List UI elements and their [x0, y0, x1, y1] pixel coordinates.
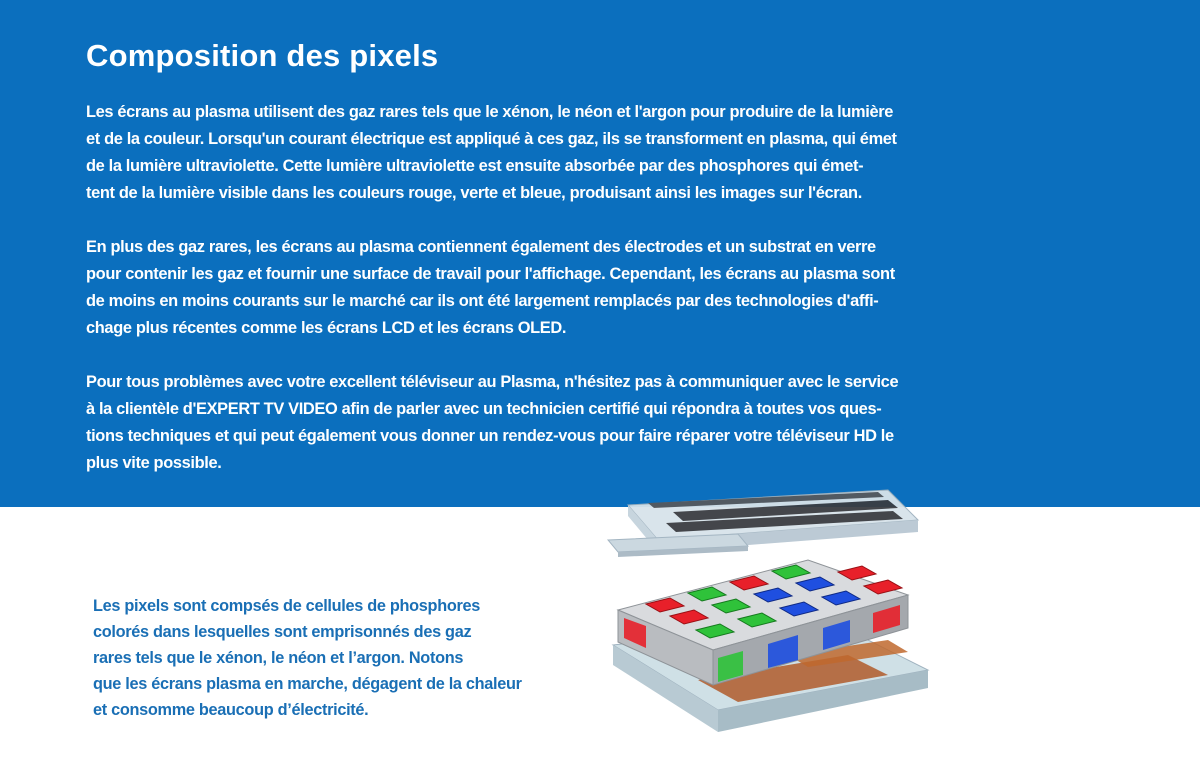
plasma-pixel-cell-diagram-icon	[588, 470, 948, 770]
page-title: Composition des pixels	[86, 38, 439, 73]
paragraph-electrodes: En plus des gaz rares, les écrans au plasma contiennent également des électrodes et un substrat en verre pour contenir les gaz et fournir une surface de travail pour l'affichage. Cependant, les écrans au plasma sont de moins en moins courants sur le marché car ils ont été largement remplacés par des technologies d'affi- chage plus récentes comme les écrans LCD et les écrans OLED.	[86, 238, 895, 337]
pixel-caption: Les pixels sont compsés de cellules de phosphores colorés dans lesquelles sont emprisonnés des gaz rares tels que le xénon, le néon et l’argon. Notons que les écrans plasma en marche, dégagent de la chaleur et consomme beaucoup d’électricité.	[93, 597, 522, 719]
body-text	[86, 99, 986, 504]
front-glass-plate	[608, 490, 918, 557]
paragraph-gases: Les écrans au plasma utilisent des gaz rares tels que le xénon, le néon et l'argon pour produire de la lumière et de la couleur. Lorsqu'un courant électrique est appliqué à ces gaz, ils se transforment en plasma, qui émet de la lumière ultraviolette. Cette lumière ultraviolette est ensuite absorbée par des phosphores qui émet- tent de la lumière visible dans les couleurs rouge, verte et bleue, produisant ainsi les images sur l'écran.	[86, 103, 897, 202]
paragraph-service: Pour tous problèmes avec votre excellent téléviseur au Plasma, n'hésitez pas à communiquer avec le service à la clientèle d'EXPERT TV VIDEO afin de parler avec un technicien certifié qui répondra à toutes vos ques- tions techniques et qui peut également vous donner un rendez-vous pour faire réparer votre téléviseur HD le plus vite possible.	[86, 373, 899, 472]
